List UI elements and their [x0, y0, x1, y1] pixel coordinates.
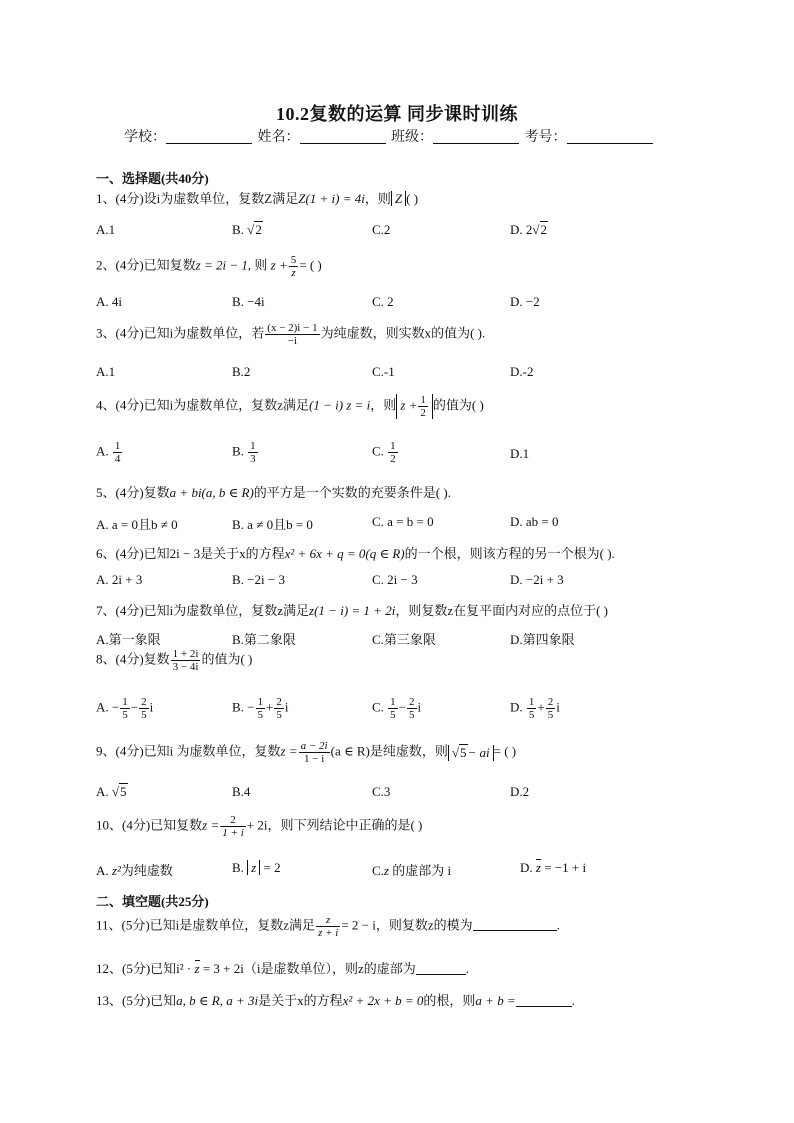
- question-1: 1、(4分)设i为虚数单位，复数Z满足Z(1 + i) = 4i，则 Z ( ): [96, 191, 419, 206]
- class-label: 班级：: [391, 130, 433, 145]
- q6-option-b[interactable]: B. −2i − 3: [232, 572, 285, 587]
- q3-option-d[interactable]: D.-2: [510, 364, 534, 379]
- q7-option-a[interactable]: A.第一象限: [96, 632, 161, 647]
- student-info-line: [124, 126, 655, 146]
- question-13: 13、(5分)已知a, b ∈ R, a + 3i是关于x的方程x² + 2x + b = 0的根，则a + b = .: [96, 993, 575, 1008]
- q4-option-a[interactable]: A. $\frac{1}{4}$: [96, 440, 121, 465]
- school-blank[interactable]: [166, 129, 252, 144]
- question-6: 6、(4分)已知2i − 3是关于x的方程x² + 6x + q = 0(q ∈ R)的一个根，则该方程的另一个根为( ).: [96, 546, 615, 561]
- page-title: 10.2复数的运算 同步课时训练: [276, 104, 518, 124]
- question-2: 2、(4分)已知复数z = 2i − 1, 则 z + $\frac{5}{z}$ = ( ): [96, 254, 322, 279]
- q1-option-d[interactable]: D. 2√2: [510, 222, 548, 237]
- q5-option-d[interactable]: D. ab = 0: [510, 514, 559, 529]
- q7-option-b[interactable]: B.第二象限: [232, 632, 296, 647]
- q1-option-c[interactable]: C.2: [372, 222, 391, 237]
- q2-option-a[interactable]: A. 4i: [96, 294, 122, 309]
- q8-option-d[interactable]: D. $\frac{1}{5}$ + $\frac{2}{5}$ i: [510, 696, 560, 721]
- q9-option-a[interactable]: A. √5: [96, 784, 127, 799]
- question-8: 8、(4分)复数 $\frac{1 + 2i}{3 - 4i}$ 的值为( ): [96, 648, 253, 673]
- exam-no-label: 考号：: [524, 130, 567, 145]
- name-blank[interactable]: [300, 129, 386, 144]
- q2-option-b[interactable]: B. −4i: [232, 294, 265, 309]
- question-9: 9、(4分)已知i 为虚数单位，复数z = $\frac{a - 2i}{1 - i}$ (a ∈ R)是纯虚数，则 √5− ai = ( ): [96, 740, 517, 765]
- q1-option-a[interactable]: A.1: [96, 222, 116, 237]
- q10-option-c[interactable]: C.z 的虚部为 i: [372, 863, 452, 878]
- q3-option-b[interactable]: B.2: [232, 364, 251, 379]
- q2-option-c[interactable]: C. 2: [372, 294, 394, 309]
- q6-option-a[interactable]: A. 2i + 3: [96, 572, 143, 587]
- q7-option-c[interactable]: C.第三象限: [372, 632, 436, 647]
- q13-answer-blank[interactable]: [516, 994, 572, 1007]
- q9-option-b[interactable]: B.4: [232, 784, 251, 799]
- class-blank[interactable]: [433, 129, 519, 144]
- section-heading-choice: 一、选择题(共40分): [96, 171, 209, 186]
- question-7: 7、(4分)已知i为虚数单位，复数z满足z(1 − i) = 1 + 2i，则复数z在复平面内对应的点位于( ): [96, 603, 608, 618]
- q9-option-d[interactable]: D.2: [510, 784, 530, 799]
- q5-option-a[interactable]: A. a = 0且b ≠ 0: [96, 517, 178, 532]
- q10-option-a[interactable]: A. z²为纯虚数: [96, 863, 173, 878]
- q2-option-d[interactable]: D. −2: [510, 294, 540, 309]
- q8-option-b[interactable]: B. − $\frac{1}{5}$ + $\frac{2}{5}$ i: [232, 696, 289, 721]
- question-3: 3、(4分)已知i为虚数单位，若 $\frac{(x - 2)i - 1}{-i}$ 为纯虚数，则实数x的值为( ).: [96, 322, 486, 347]
- question-10: 10、(4分)已知复数z = $\frac{2}{1 + i}$ + 2i，则下列结论中正确的是( ): [96, 814, 423, 839]
- q3-option-c[interactable]: C.-1: [372, 364, 395, 379]
- q4-option-c[interactable]: C. $\frac{1}{2}$: [372, 440, 396, 465]
- q4-option-d[interactable]: D.1: [510, 446, 530, 461]
- q11-answer-blank[interactable]: [473, 918, 557, 931]
- question-5: 5、(4分)复数a + bi(a, b ∈ R)的平方是一个实数的充要条件是( ).: [96, 485, 451, 500]
- q10-option-b[interactable]: B. z = 2: [232, 860, 281, 875]
- q7-option-d[interactable]: D.第四象限: [510, 632, 575, 647]
- school-label: 学校：: [124, 130, 166, 145]
- question-4: 4、(4分)已知i为虚数单位，复数z满足(1 − i) z = i，则 z + $\frac{1}{2}$ 的值为( ): [96, 394, 484, 419]
- q12-answer-blank[interactable]: [416, 962, 466, 975]
- q6-option-c[interactable]: C. 2i − 3: [372, 572, 418, 587]
- q8-option-a[interactable]: A. − $\frac{1}{5}$ − $\frac{2}{5}$ i: [96, 696, 154, 721]
- q4-option-b[interactable]: B. $\frac{1}{3}$: [232, 440, 256, 465]
- q10-option-d[interactable]: D. z = −1 + i: [520, 860, 587, 875]
- q3-option-a[interactable]: A.1: [96, 364, 116, 379]
- question-12: 12、(5分)已知i² · z = 3 + 2i（i是虚数单位），则z的虚部为 .: [96, 961, 469, 976]
- q8-option-c[interactable]: C. $\frac{1}{5}$ − $\frac{2}{5}$ i: [372, 696, 422, 721]
- exam-no-blank[interactable]: [567, 129, 653, 144]
- q9-option-c[interactable]: C.3: [372, 784, 391, 799]
- question-11: 11、(5分)已知i是虚数单位，复数z满足 $\frac{z}{z + i}$ = 2 − i，则复数z的模为 .: [96, 914, 560, 939]
- name-label: 姓名：: [257, 130, 300, 145]
- q1-option-b[interactable]: B. √2: [232, 222, 262, 237]
- q6-option-d[interactable]: D. −2i + 3: [510, 572, 564, 587]
- section-heading-fill: 二、填空题(共25分): [96, 894, 209, 909]
- q5-option-c[interactable]: C. a = b = 0: [372, 514, 434, 529]
- q5-option-b[interactable]: B. a ≠ 0且b = 0: [232, 517, 313, 532]
